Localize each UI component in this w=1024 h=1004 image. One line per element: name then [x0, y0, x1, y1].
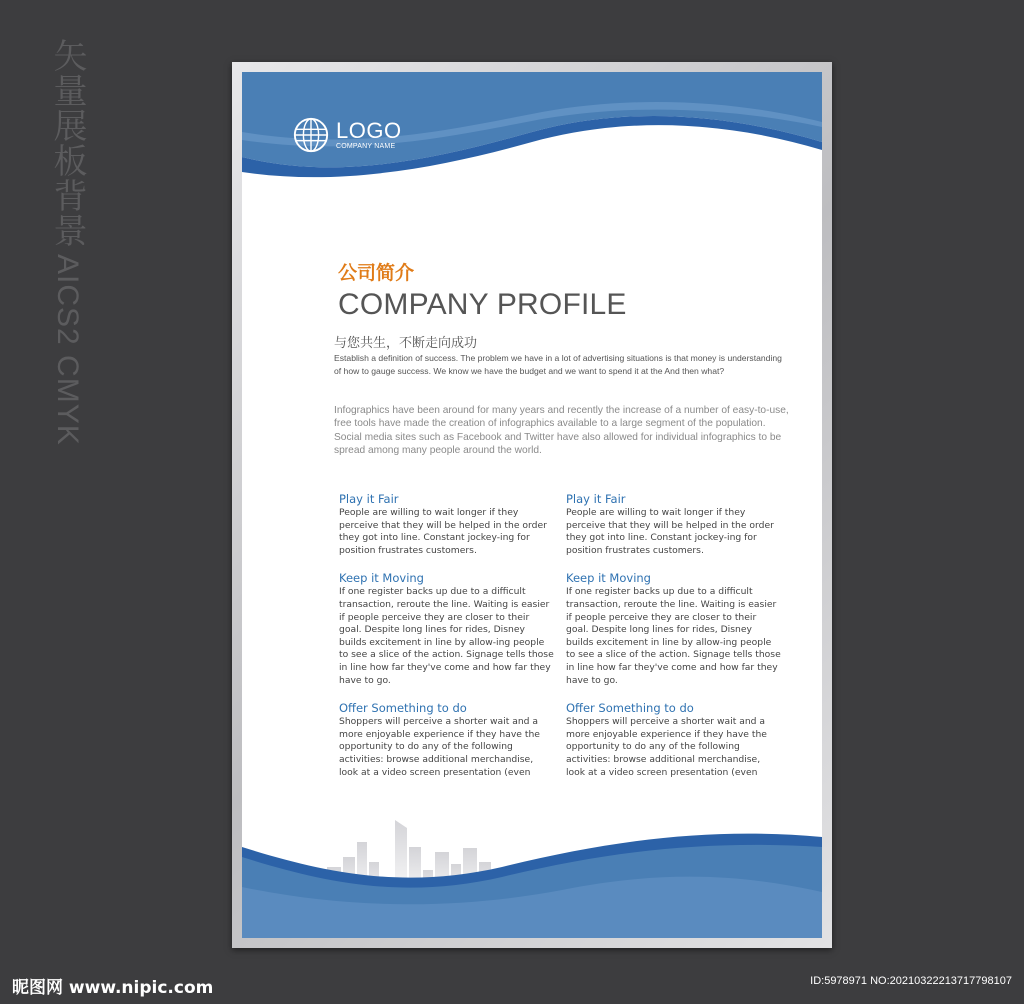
section-text: Shoppers will perceive a shorter wait and a more enjoyable experience if they have the opportunity to do any of the following activities: browse additional merchandise, look at a video screen presentation (even — [566, 716, 767, 778]
section-text: Shoppers will perceive a shorter wait and a more enjoyable experience if they have the opportunity to do any of the following activities: browse additional merchandise, look at a video screen presentation (even — [339, 716, 540, 778]
section-text: People are willing to wait longer if they perceive that they will be helped in the order they got into line. Constant jockey-ing for position frustrates customers. — [339, 507, 547, 556]
side-caption — [47, 38, 87, 446]
logo-text: LOGO — [336, 117, 402, 143]
company-name: COMPANY NAME — [336, 142, 396, 150]
right-column — [566, 492, 781, 793]
section-title: Offer Something to do — [566, 701, 694, 716]
section-title: Keep it Moving — [339, 571, 424, 586]
side-caption-cn: 矢量展板背景 — [47, 38, 87, 248]
side-caption-en: AICS2 CMYK — [51, 254, 84, 446]
globe-icon — [292, 116, 330, 154]
slogan: 与您共生，不断走向成功 — [334, 336, 478, 351]
section-title: Offer Something to do — [339, 701, 467, 716]
bottom-wave-banner — [242, 812, 822, 938]
section-title: Keep it Moving — [566, 571, 651, 586]
section-text: If one register backs up due to a difficult transaction, reroute the line. Waiting is easier if people perceive they are closer to their goal. Despite long lines for rides, Disney builds excitement in line by allow-ing people to see a slice of the action. Signage tells those in line how far they've come and how far they have to go. — [339, 586, 554, 686]
section-title: Play it Fair — [566, 492, 626, 506]
logo — [292, 116, 402, 154]
section-title: Play it Fair — [339, 492, 399, 506]
section-text: If one register backs up due to a difficult transaction, reroute the line. Waiting is easier if people perceive they are closer to their goal. Despite long lines for rides, Disney builds excitement in line by allow-ing people to see a slice of the action. Signage tells those in line how far they've come and how far they have to go. — [566, 586, 781, 686]
left-column — [339, 492, 554, 793]
page-title: COMPANY PROFILE — [338, 288, 627, 321]
watermark-site: 昵图网 www.nipic.com — [12, 978, 214, 998]
poster-frame — [232, 62, 832, 948]
intro-text: Establish a definition of success. The problem we have in a lot of advertising situations is that money is understanding of how to gauge success. We know we have the budget and we want to spend it at the And then what? — [334, 353, 782, 376]
title-cn: 公司简介 — [338, 262, 415, 284]
body-paragraph: Infographics have been around for many years and recently the increase of a number of easy-to-use, free tools have made the creation of infographics available to a large segment of the population. Social media sites such as Facebook and Twitter have also allowed for individual infographics to be spread among many people around the world. — [334, 405, 789, 456]
section-text: People are willing to wait longer if they perceive that they will be helped in the order they got into line. Constant jockey-ing for position frustrates customers. — [566, 507, 774, 556]
poster — [242, 72, 822, 938]
watermark-id: ID:5978971 NO:20210322213717798107 — [810, 975, 1012, 987]
